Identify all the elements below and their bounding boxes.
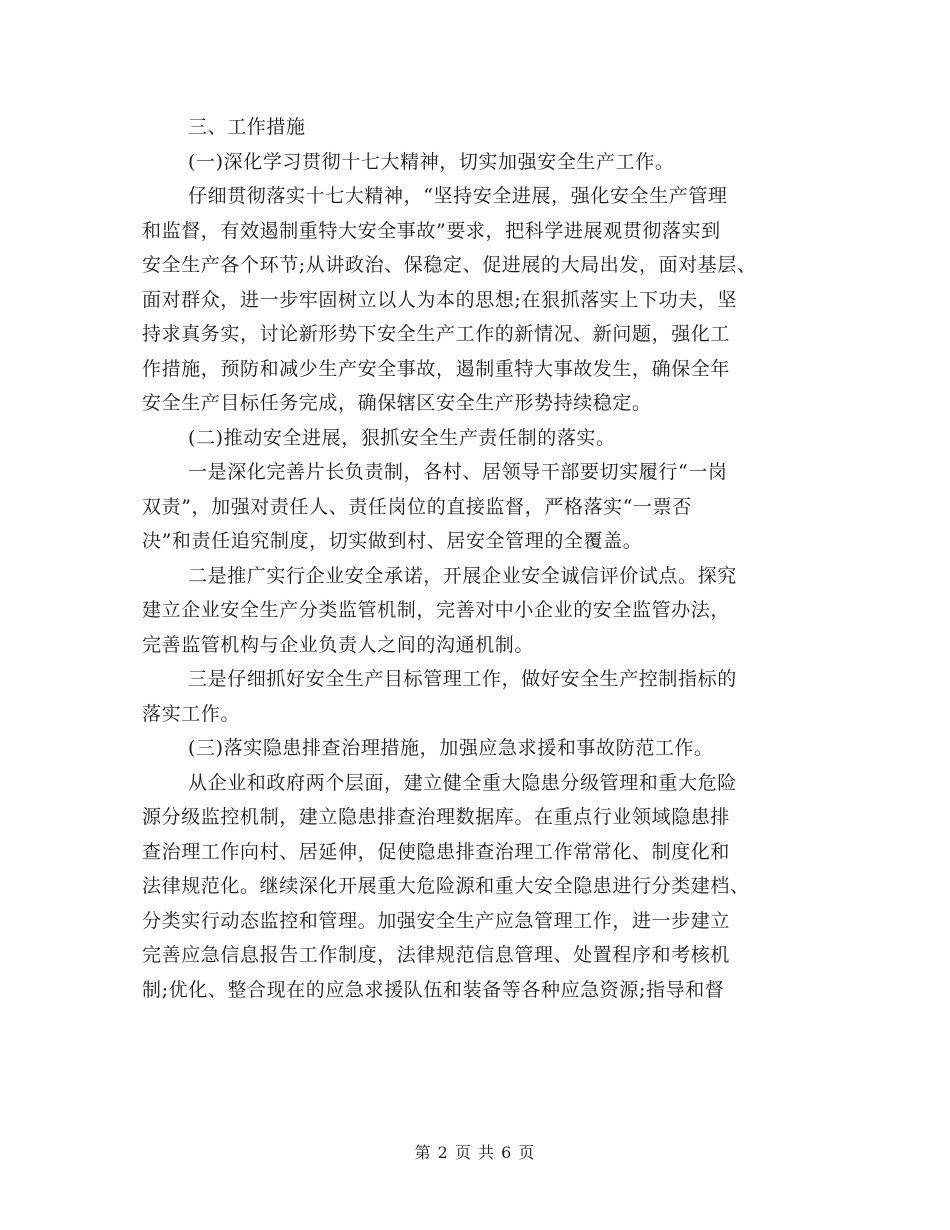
text-line: 三是仔细抓好安全生产目标管理工作，做好安全生产控制指标的 — [188, 668, 737, 690]
text-line: 落实工作。 — [142, 702, 241, 725]
text-line: 作措施，预防和减少生产安全事故，遏制重特大事故发生，确保全年 — [142, 357, 731, 380]
text-line: 双责”，加强对责任人、责任岗位的直接监督，严格落实“一票否 — [142, 495, 692, 518]
document-body — [142, 110, 814, 1007]
text-line: 持求真务实，讨论新形势下安全生产工作的新情况、新问题，强化工 — [142, 323, 731, 345]
text-line: (二)推动安全进展，狠抓安全生产责任制的落实。 — [188, 426, 616, 449]
page-number-footer: 第 2 页 共 6 页 — [414, 1143, 536, 1162]
text-line: (三)落实隐患排查治理措施，加强应急求援和事故防范工作。 — [188, 737, 714, 759]
text-line: 分类实行动态监控和管理。加强安全生产应急管理工作，进一步建立 — [142, 909, 731, 932]
text-line: 源分级监控机制，建立隐患排查治理数据库。在重点行业领域隐患排 — [142, 806, 731, 828]
text-line: 查治理工作向村、居延伸，促使隐患排查治理工作常常化、制度化和 — [142, 840, 731, 863]
text-line: 从企业和政府两个层面，建立健全重大隐患分级管理和重大危险 — [188, 771, 737, 794]
text-line: 建立企业安全生产分类监管机制，完善对中小企业的安全监管办法， — [142, 599, 731, 621]
text-line: 完善应急信息报告工作制度，法律规范信息管理、处置程序和考核机 — [142, 944, 731, 966]
text-line: 安全生产各个环节;从讲政治、保稳定、促进展的大局出发，面对基层、 — [142, 254, 757, 276]
text-line: 制;优化、整合现在的应急求援队伍和装备等各种应急资源;指导和督 — [142, 978, 725, 1001]
text-line: 三、工作措施 — [188, 116, 306, 138]
text-line: 和监督，有效遏制重特大安全事故”要求，把科学进展观贯彻落实到 — [142, 219, 721, 242]
text-line: 决”和责任追究制度，切实做到村、居安全管理的全覆盖。 — [142, 530, 643, 552]
text-line: 面对群众，进一步牢固树立以人为本的思想;在狠抓落实上下功夫，坚 — [142, 288, 738, 311]
text-line: 安全生产目标任务完成，确保辖区安全生产形势持续稳定。 — [142, 392, 652, 414]
text-line: 一是深化完善片长负责制，各村、居领导干部要切实履行“一岗 — [188, 461, 728, 483]
text-line: 仔细贯彻落实十七大精神，“坚持安全进展，强化安全生产管理 — [188, 185, 728, 207]
text-line: (一)深化学习贯彻十七大精神，切实加强安全生产工作。 — [188, 150, 675, 173]
text-line: 二是推广实行企业安全承诺，开展企业安全诚信评价试点。探究 — [188, 564, 737, 587]
text-line: 法律规范化。继续深化开展重大危险源和重大安全隐患进行分类建档、 — [142, 875, 750, 897]
text-line: 完善监管机构与企业负责人之间的沟通机制。 — [142, 633, 535, 656]
